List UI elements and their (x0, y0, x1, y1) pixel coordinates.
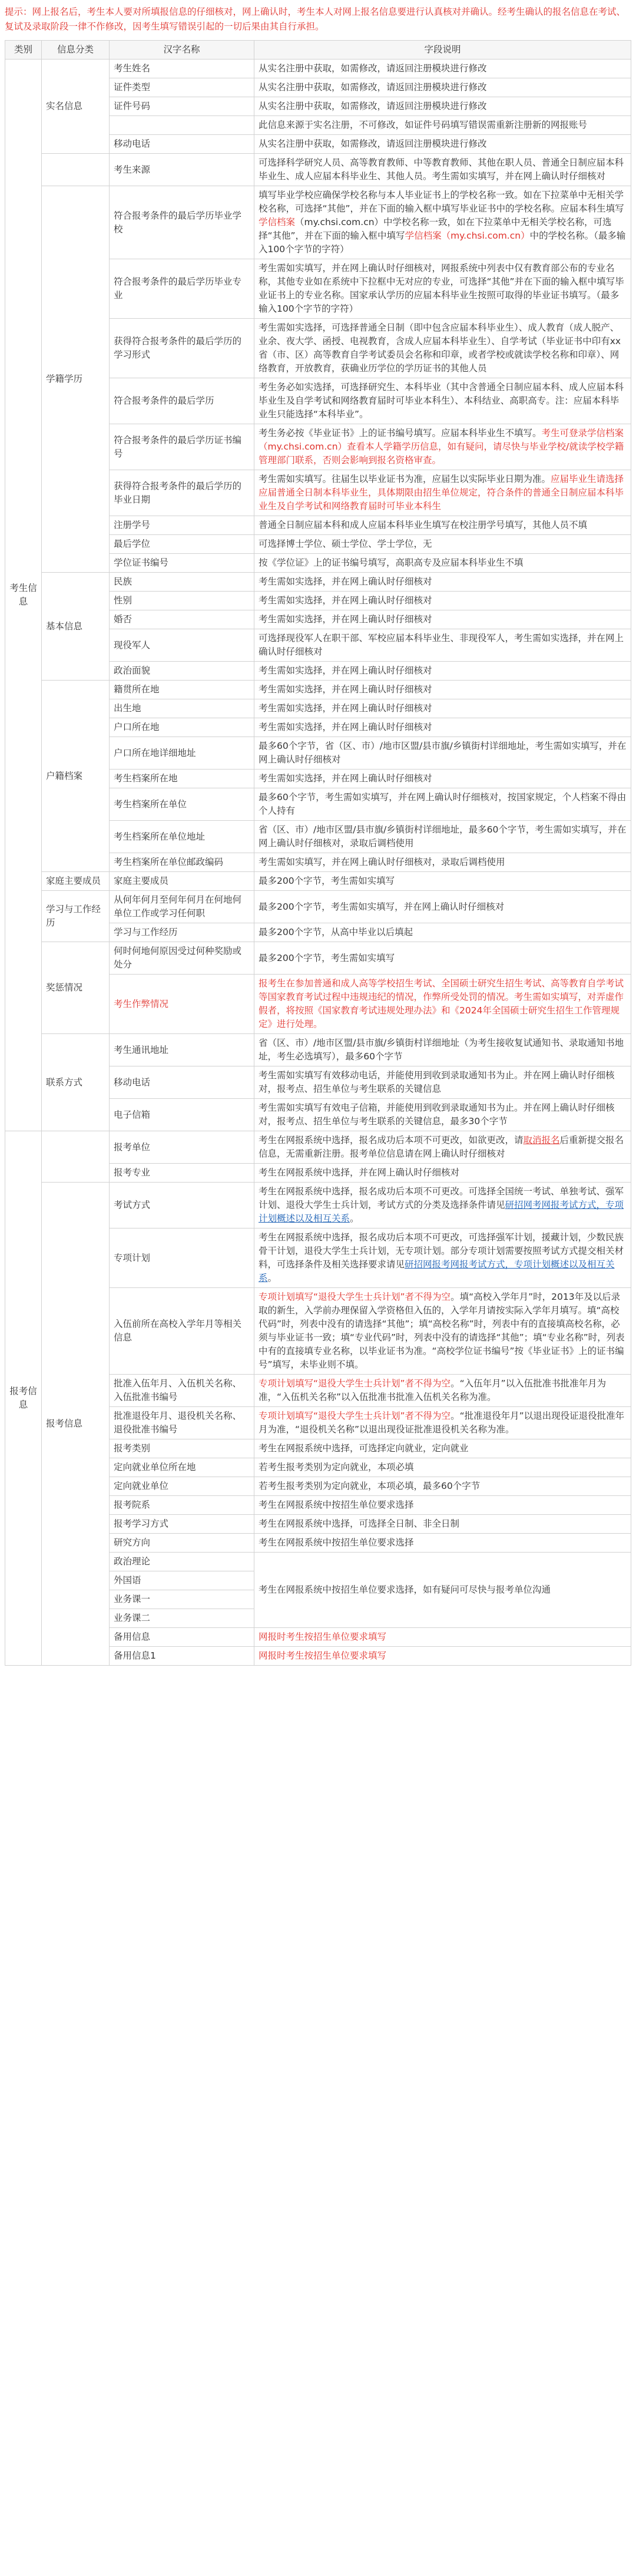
field-name-cell: 业务课一 (110, 1590, 254, 1609)
field-desc-cell (254, 1375, 631, 1407)
table-header-row (5, 41, 631, 60)
field-name-cell: 报考单位 (110, 1131, 254, 1164)
field-name-cell: 籍贯所在地 (110, 681, 254, 699)
field-desc-cell (254, 1496, 631, 1515)
field-desc-cell (254, 60, 631, 78)
group-cell: 基本信息 (42, 573, 110, 681)
desc-text: 报考生在参加普通和成人高等学校招生考试、全国硕士研究生招生考试、高等教育自学考试等国家教育考试过程中违规违纪的情况，作弊所受处罚的情况。考生需如实填写，对弄虚作假者，将按照《国家教育考试违规处理办法》和《2024年全国硕士研究生招生工作管理规定》进行处理。 (259, 978, 624, 1029)
desc-text: 考生在网报系统中选择，可选择定向就业，定向就业 (259, 1443, 469, 1454)
desc-text: 考生需如实选择，并在网上确认时仔细核对 (259, 576, 432, 587)
desc-text: 考生在网报系统中选择，报名成功后本项不可更改，可选择强军计划，援藏计划，少数民族骨干计划，退役大学生士兵计划，无专项计划。部分专项计划需要按照考试方式提交相关材料，可选择条件及相关选择要求请见 (259, 1232, 624, 1270)
field-name-cell: 符合报考条件的最后学历毕业专业 (110, 259, 254, 319)
field-name-cell: 研究方向 (110, 1534, 254, 1553)
header-category: 类别 (5, 41, 42, 60)
table-row (5, 154, 631, 186)
desc-text: 若考生报考类别为定向就业，本项必填，最多60个字节 (259, 1481, 481, 1491)
field-desc-cell (254, 1439, 631, 1458)
field-desc-cell (254, 78, 631, 97)
desc-text: 专项计划填写“退役大学生士兵计划”者不得为空 (259, 1378, 451, 1389)
desc-text: 中的学校名称。（最多输入100个字节的字符） (259, 230, 626, 255)
desc-text: 考生需如实选择，并在网上确认时仔细核对 (259, 722, 432, 732)
exam-mode-link[interactable]: 研招网报考网报考试方式，专项计划概述以及相互关系 (259, 1259, 615, 1283)
field-desc-cell (254, 554, 631, 573)
table-row (5, 60, 631, 78)
field-name-cell: 性别 (110, 592, 254, 610)
desc-text: 考生在网报系统中选择，可选择全日制、非全日制 (259, 1518, 460, 1529)
field-desc-cell (254, 378, 631, 424)
field-name-cell: 出生地 (110, 699, 254, 718)
field-desc-cell (254, 788, 631, 821)
desc-text: 考生需如实填写。往届生以毕业证书为准，应届生以实际毕业日期为准。 (259, 474, 551, 484)
desc-text: 最多200个字节，考生需如实填写，并在网上确认时仔细核对 (259, 901, 505, 912)
desc-text: 此信息来源于实名注册，不可修改，如证件号码填写错误需重新注册新的网报账号 (259, 120, 588, 130)
header-desc: 字段说明 (254, 41, 631, 60)
desc-text: 考生在网报系统中选择，报名成功后本项不可更改。可选择全国统一考试、单独考试、强军计划、退役大学生士兵计划，考试方式的分类及选择条件请见 (259, 1186, 624, 1210)
field-name-cell: 户口所在地 (110, 718, 254, 737)
desc-text: 后重新提交报名信息，无需重新注册。报考单位信息请在网上确认时仔细核对 (259, 1135, 624, 1159)
desc-text: 考生在网报系统中按招生单位要求选择，如有疑问可尽快与报考单位沟通 (259, 1584, 551, 1595)
field-name-cell: 报考学习方式 (110, 1515, 254, 1534)
field-name-cell: 证件类型 (110, 78, 254, 97)
desc-text: 最多200个字节，考生需如实填写 (259, 876, 395, 886)
table-row (5, 573, 631, 592)
desc-text: 应届毕业生请选择应届普通全日制本科毕业生，具体期限由招生单位规定，符合条件的普通全日制应届本科毕业生及自学考试和网络教育届时可毕业本科生 (259, 474, 624, 511)
field-desc-cell (254, 1183, 631, 1228)
desc-text: 考生需如实选择，并在网上确认时仔细核对 (259, 665, 432, 676)
field-desc-cell (254, 662, 631, 681)
field-desc-cell (254, 1534, 631, 1553)
field-name-cell: 入伍前所在高校入学年月等相关信息 (110, 1288, 254, 1375)
field-desc-cell (254, 259, 631, 319)
group-cell: 学习与工作经历 (42, 891, 110, 942)
field-desc-cell (254, 681, 631, 699)
field-name-cell: 民族 (110, 573, 254, 592)
desc-text: 考生需如实填写，并在网上确认时仔细核对，录取后调档使用 (259, 857, 505, 867)
desc-text: 可选择博士学位、硕士学位、学士学位，无 (259, 539, 432, 549)
field-desc-cell (254, 1458, 631, 1477)
field-desc-cell (254, 821, 631, 853)
desc-text: （my.chsi.com.cn）中学校名称一致，如在下拉菜单中无相关学校名称，可选择“其他”，并在下面的输入框中填写 (259, 217, 612, 241)
field-name-cell: 备用信息 (110, 1628, 254, 1647)
field-desc-cell (254, 1066, 631, 1099)
group-cell: 奖惩情况 (42, 942, 110, 1034)
header-group: 信息分类 (42, 41, 110, 60)
desc-text: 。“入伍年月”以入伍批准书批准年月为准，“入伍机关名称”以入伍批准书批准入伍机关名称为准。 (259, 1378, 607, 1402)
field-name-cell: 批准入伍年月、入伍机关名称、入伍批准书编号 (110, 1375, 254, 1407)
field-desc-cell (254, 154, 631, 186)
table-row (5, 1183, 631, 1228)
field-name-cell: 考生姓名 (110, 60, 254, 78)
field-desc-cell (254, 853, 631, 872)
field-name-cell: 考生档案所在单位 (110, 788, 254, 821)
desc-text: 。 (267, 1273, 277, 1283)
table-row (5, 1034, 631, 1066)
field-name-cell: 从何年何月至何年何月在何地何单位工作或学习任何职 (110, 891, 254, 923)
desc-text: 最多60个字节，考生需如实填写，并在网上确认时仔细核对，按国家规定，个人档案不得由个人持有 (259, 792, 627, 816)
field-desc-cell (254, 535, 631, 554)
table-row (5, 1131, 631, 1164)
field-name-cell: 符合报考条件的最后学历毕业学校 (110, 186, 254, 259)
desc-text: 从实名注册中获取，如需修改，请返回注册模块进行修改 (259, 138, 487, 149)
field-name-cell: 获得符合报考条件的最后学历的毕业日期 (110, 470, 254, 516)
field-name-cell: 备用信息1 (110, 1647, 254, 1666)
field-desc-cell (254, 97, 631, 116)
field-name-cell: 何时何地何原因受过何种奖励或处分 (110, 942, 254, 975)
field-desc-cell (254, 942, 631, 975)
field-name-cell: 学习与工作经历 (110, 923, 254, 942)
desc-text: 省（区、市）/地市区盟/县市旗/乡镇街村详细地址，最多60个字节，考生需如实填写，并在网上确认时仔细核对，录取后调档使用 (259, 824, 627, 848)
field-name-cell: 定向就业单位 (110, 1477, 254, 1496)
desc-text: 按《学位证》上的证书编号填写，高职高专及应届本科毕业生不填 (259, 557, 524, 568)
field-desc-cell (254, 1553, 631, 1628)
field-desc-cell (254, 923, 631, 942)
field-desc-cell (254, 718, 631, 737)
field-desc-cell (254, 1515, 631, 1534)
desc-text: 最多60个字节，省（区、市）/地市区盟/县市旗/乡镇街村详细地址，考生需如实填写，并在网上确认时仔细核对 (259, 741, 627, 765)
desc-text: 考生可登录学信档案（my.chsi.com.cn）查看本人学籍学历信息，如有疑问，请尽快与毕业学校/就读学校学籍管理部门联系，否则会影响到报名资格审查。 (259, 428, 624, 465)
desc-text: 网报时考生按招生单位要求填写 (259, 1632, 387, 1642)
desc-text: 。 (350, 1213, 359, 1224)
field-name-cell: 外国语 (110, 1571, 254, 1590)
desc-text: 专项计划填写“退役大学生士兵计划”者不得为空 (259, 1292, 451, 1302)
field-name-cell: 现役军人 (110, 629, 254, 662)
field-name-cell: 专项计划 (110, 1228, 254, 1288)
field-desc-cell (254, 319, 631, 378)
field-name-cell: 符合报考条件的最后学历 (110, 378, 254, 424)
field-desc-cell (254, 470, 631, 516)
desc-text: 可选择现役军人在职干部、军校应届本科毕业生、非现役军人，考生需如实选择，并在网上确认时仔细核对 (259, 633, 624, 657)
table-row (5, 681, 631, 699)
field-desc-cell (254, 1288, 631, 1375)
desc-text: 考生在网报系统中选择，并在网上确认时仔细核对 (259, 1167, 460, 1178)
field-name-cell: 证件号码 (110, 97, 254, 116)
desc-text: 考生需如实选择，并在网上确认时仔细核对 (259, 773, 432, 784)
field-name-cell: 最后学位 (110, 535, 254, 554)
field-desc-cell (254, 1034, 631, 1066)
table-row (5, 942, 631, 975)
field-desc-cell (254, 737, 631, 770)
field-name-cell: 考生作弊情况 (110, 975, 254, 1034)
desc-text: 从实名注册中获取，如需修改，请返回注册模块进行修改 (259, 63, 487, 74)
group-cell (42, 1131, 110, 1183)
field-desc-cell (254, 1407, 631, 1439)
field-desc-cell (254, 629, 631, 662)
field-name-cell: 定向就业单位所在地 (110, 1458, 254, 1477)
field-desc-cell (254, 116, 631, 135)
group-cell: 学籍学历 (42, 186, 110, 573)
desc-text: 省（区、市）/地市区盟/县市旗/乡镇街村详细地址（为考生接收复试通知书、录取通知书地址，考生必选填写），最多60个字节 (259, 1038, 624, 1062)
desc-text: 考生需如实选择，可选择普通全日制（即中包含应届本科毕业生）、成人教育（成人脱产、业余、夜大学、函授、电视教育，含成人应届本科毕业生）、自学考试（毕业证书中印有xx省（市、区）高等教育自学考试委员会名称和印章，或者学校或就读学校名称和印章）、网络教育，开放教育，获确业历学位的学历证书的其他人员 (259, 322, 621, 374)
desc-text: 。“批准退役年月”以退出现役证退役批准年月为准，“退役机关名称”以退出现役证批准退役机关名称为准。 (259, 1411, 625, 1435)
field-name-cell: 报考专业 (110, 1164, 254, 1183)
field-name-cell: 移动电话 (110, 1066, 254, 1099)
field-desc-cell (254, 699, 631, 718)
field-name-cell: 政治理论 (110, 1553, 254, 1571)
group-cell: 报考信息 (42, 1183, 110, 1666)
field-desc-cell (254, 975, 631, 1034)
desc-text: 最多200个字节，考生需如实填写 (259, 952, 395, 963)
field-name-cell: 注册学号 (110, 516, 254, 535)
group-cell (42, 154, 110, 186)
field-desc-cell (254, 1647, 631, 1666)
field-desc-cell (254, 872, 631, 891)
category-cell: 报考信息 (5, 1131, 42, 1666)
desc-text: 。填“高校入学年月”时，2013年及以后录取的新生，入学前办理保留入学资格但入伍的，入学年月请按实际入学年月填写。填“高校代码”时，列表中没有的请选择“其他”；填“高校名称”时，列表中有的直接填高校名称，必须与毕业证书一致；填“专业代码”时，列表中没有的请选择“其他”；填“专业名称”时，列表中有的直接填专业名称，以毕业证书为准。“高校学位证书编号”按《毕业证书》上的证书编号”填写，未毕业则不填。 (259, 1292, 625, 1370)
field-name-cell: 移动电话 (110, 135, 254, 154)
field-desc-cell (254, 1131, 631, 1164)
group-cell: 实名信息 (42, 60, 110, 154)
group-cell: 户籍档案 (42, 681, 110, 872)
field-desc-cell (254, 573, 631, 592)
field-desc-cell (254, 1164, 631, 1183)
field-name-cell (110, 116, 254, 135)
field-name-cell: 政治面貌 (110, 662, 254, 681)
field-name-cell: 学位证书编号 (110, 554, 254, 573)
field-desc-cell (254, 1477, 631, 1496)
desc-text: 考生务必如实选择，可选择研究生、本科毕业（其中含普通全日制应届本科、成人应届本科毕业生及自学考试和网络教育届时可毕业本科生）、本科结业、高职高专。注：应届本科毕业生只能选择“本科毕业”。 (259, 382, 624, 420)
desc-text: 考生需如实填写有效移动电话，并能使用到收到录取通知书为止。并在网上确认时仔细核对，报考点、招生单位与考生联系的关键信息 (259, 1070, 615, 1094)
group-cell: 家庭主要成员 (42, 872, 110, 891)
desc-text: 考生需如实填写，并在网上确认时仔细核对，网报系统中列表中仅有教育部公布的专业名称，其他专业如在系统中下拉框中无对应的专业，可选择“其他”并在下面的输入框中填写毕业证书上的专业名称。国家承认学历的应届本科毕业生按照可取得的毕业证书填写。（最多输入100个字节的字符） (259, 263, 624, 314)
field-desc-cell (254, 891, 631, 923)
cancel-registration-link[interactable]: 取消报名 (523, 1135, 560, 1145)
desc-text: 考生在网报系统中选择，报名成功后本项不可更改，如欲更改，请 (259, 1135, 524, 1145)
desc-text: 考生需如实填写有效电子信箱，并能使用到收到录取通知书为止。并在网上确认时仔细核对，报考点、招生单位与考生联系的关键信息，最多30个字节 (259, 1102, 615, 1127)
header-name: 汉字名称 (110, 41, 254, 60)
desc-text: 专项计划填写“退役大学生士兵计划”者不得为空 (259, 1411, 451, 1421)
field-desc-cell (254, 135, 631, 154)
field-name-cell: 业务课二 (110, 1609, 254, 1628)
field-desc-cell (254, 1228, 631, 1288)
desc-text: 普通全日制应届本科和成人应届本科毕业生填写在校注册学号填写，其他人员不填 (259, 520, 588, 530)
category-cell: 考生信息 (5, 60, 42, 1131)
field-desc-cell (254, 1628, 631, 1647)
field-name-cell: 考生档案所在单位邮政编码 (110, 853, 254, 872)
desc-text: 从实名注册中获取，如需修改，请返回注册模块进行修改 (259, 82, 487, 93)
desc-text: 学信档案 (259, 217, 296, 227)
table-body (5, 60, 631, 1666)
field-name-cell: 考生档案所在单位地址 (110, 821, 254, 853)
field-name-cell: 考生通讯地址 (110, 1034, 254, 1066)
field-desc-cell (254, 770, 631, 788)
desc-text: 可选择科学研究人员、高等教育教师、中等教育教师、其他在职人员、普通全日制应届本科毕业生、成人应届本科毕业生、其他人员。考生需如实填写，并在网上确认时仔细核对 (259, 157, 624, 181)
field-name-cell: 考试方式 (110, 1183, 254, 1228)
field-desc-cell (254, 610, 631, 629)
field-name-cell: 户口所在地详细地址 (110, 737, 254, 770)
field-desc-cell (254, 424, 631, 470)
field-desc-cell (254, 186, 631, 259)
field-name-cell: 考生来源 (110, 154, 254, 186)
desc-text: 考生需如实选择，并在网上确认时仔细核对 (259, 684, 432, 695)
field-desc-cell (254, 516, 631, 535)
desc-text: 若考生报考类别为定向就业，本项必填 (259, 1462, 414, 1472)
field-name-cell: 获得符合报考条件的最后学历的学习形式 (110, 319, 254, 378)
field-name-cell: 报考院系 (110, 1496, 254, 1515)
field-name-cell: 家庭主要成员 (110, 872, 254, 891)
desc-text: 网报时考生按招生单位要求填写 (259, 1650, 387, 1661)
field-desc-cell (254, 592, 631, 610)
desc-text: 考生需如实选择，并在网上确认时仔细核对 (259, 614, 432, 625)
field-name-cell: 批准退役年月、退役机关名称、退役批准书编号 (110, 1407, 254, 1439)
field-name-cell: 符合报考条件的最后学历证书编号 (110, 424, 254, 470)
desc-text: 学信档案（my.chsi.com.cn） (405, 230, 530, 241)
desc-text: 从实名注册中获取，如需修改，请返回注册模块进行修改 (259, 101, 487, 111)
desc-text: 考生需如实选择，并在网上确认时仔细核对 (259, 703, 432, 714)
desc-text: 考生在网报系统中按招生单位要求选择 (259, 1500, 414, 1510)
desc-text: 考生在网报系统中按招生单位要求选择 (259, 1537, 414, 1548)
group-cell: 联系方式 (42, 1034, 110, 1131)
desc-text: 考生需如实选择，并在网上确认时仔细核对 (259, 595, 432, 606)
notice-text: 提示：网上报名后，考生本人要对所填报信息的仔细核对，网上确认时，考生本人对网上报名信息要进行认真核对并确认。经考生确认的报名信息在考试、复试及录取阶段一律不作修改，因考生填写错误引起的一切后果由其自行承担。 (5, 6, 626, 32)
desc-text: 最多200个字节，从高中毕业以后填起 (259, 927, 413, 937)
field-table (5, 40, 631, 1666)
desc-text: 填写毕业学校应确保学校名称与本人毕业证书上的学校名称一致。如在下拉菜单中无相关学校名称，可选择“其他”，并在下面的输入框中填写毕业证书中的学校名称。应届本科生填写 (259, 190, 624, 214)
exam-mode-link[interactable]: 研招网考网报考试方式，专项计划概述以及相互关系 (259, 1200, 624, 1224)
desc-text: 考生务必按《毕业证书》上的证书编号填写。应届本科毕业生不填写。 (259, 428, 542, 438)
field-name-cell: 婚否 (110, 610, 254, 629)
table-row (5, 186, 631, 259)
field-desc-cell (254, 1099, 631, 1131)
table-row (5, 872, 631, 891)
field-name-cell: 电子信箱 (110, 1099, 254, 1131)
field-name-cell: 报考类别 (110, 1439, 254, 1458)
field-name-cell: 考生档案所在地 (110, 770, 254, 788)
table-row (5, 891, 631, 923)
